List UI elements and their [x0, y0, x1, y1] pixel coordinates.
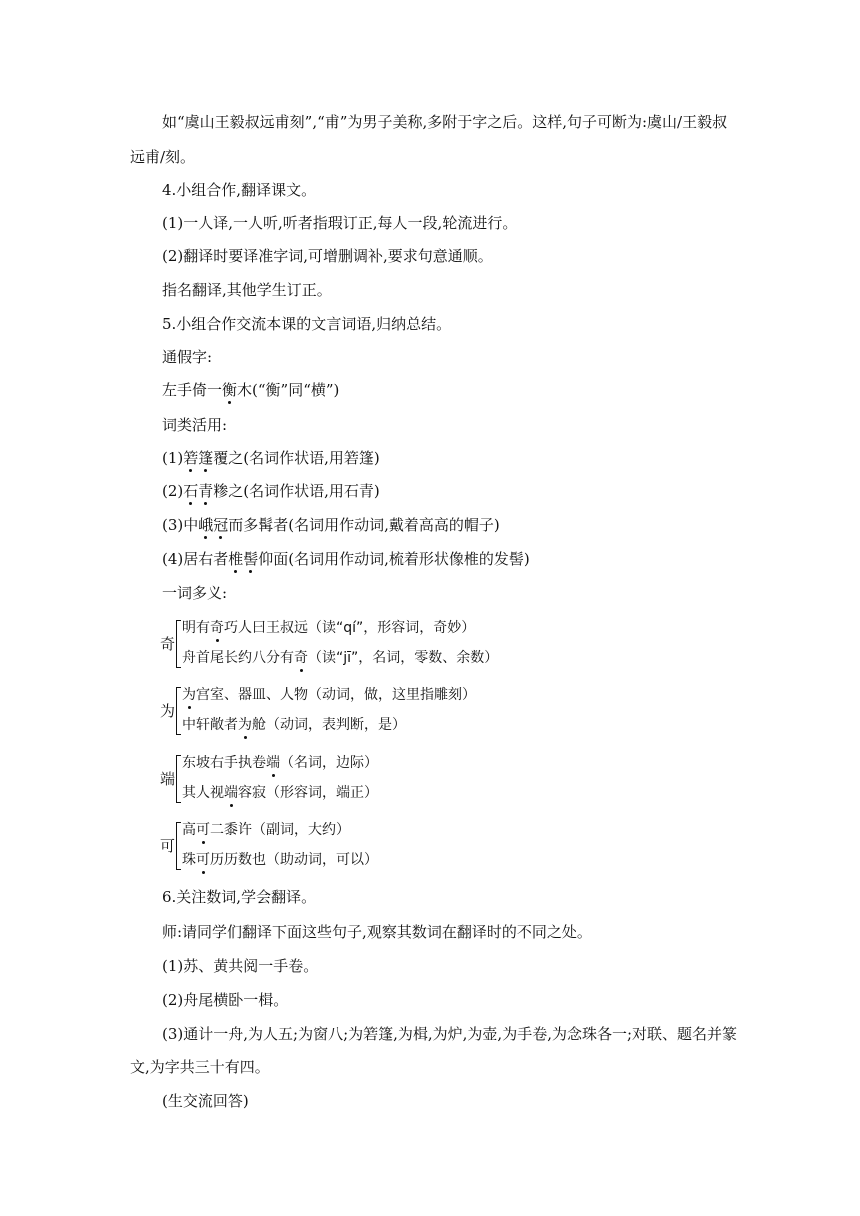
paragraph-line: [162, 549, 530, 569]
text: 如“虞山王毅叔远甫刻”,“甫”为男子美称,多附于字之后。这样,句子可断为:虞山/王毅叔: [162, 113, 728, 131]
section-heading: [162, 180, 316, 200]
emphasis-char: 青: [198, 482, 214, 500]
meaning-item: 为宫室、器皿、人物（动词，做，这里指雕刻）: [182, 687, 476, 703]
category-label: [162, 415, 227, 435]
section-heading: [162, 314, 451, 334]
emphasis-char: 椎: [228, 550, 244, 568]
paragraph-line: [162, 515, 500, 535]
emphasis-char: 篷: [198, 449, 214, 467]
text: 远甫/刻。: [130, 148, 196, 166]
text: 仰面(名词用作动词,梳着形状像椎的发髻): [258, 550, 530, 568]
section-heading: [162, 887, 316, 907]
paragraph-line: [162, 380, 339, 400]
paragraph-line: [162, 481, 380, 501]
text: 覆之(名词作状语,用箬篷): [213, 449, 380, 467]
paragraph-line: [162, 990, 288, 1010]
text: (1)苏、黄共阅一手卷。: [162, 957, 319, 975]
text: 糁之(名词作状语,用石青): [213, 482, 380, 500]
head-char: 奇: [160, 635, 176, 653]
emphasis-char: 髻: [243, 550, 259, 568]
meaning-item: 中轩敞者为舱（动词，表判断，是）: [182, 717, 406, 733]
paragraph-line: [130, 147, 195, 167]
emphasis-char: 峨: [198, 516, 214, 534]
meaning-item: 东坡右手执卷端（名词，边际）: [182, 755, 378, 771]
paragraph-line: [162, 448, 380, 468]
text: 通假字:: [162, 348, 213, 366]
text: (2): [162, 482, 184, 500]
paragraph-line: [162, 922, 592, 942]
text: 词类活用:: [162, 416, 228, 434]
text: 木(“衡”同“横”): [237, 381, 340, 399]
meaning-item: 高可二黍许（副词，大约）: [182, 822, 350, 838]
paragraph-line: [162, 213, 517, 233]
emphasis-char: 箬: [183, 449, 199, 467]
paragraph-line: [162, 956, 318, 976]
text: (3)中: [162, 516, 199, 534]
paragraph-line: [162, 112, 727, 132]
text: 5.小组合作交流本课的文言词语,归纳总结。: [162, 315, 452, 333]
meaning-item: 舟首尾长约八分有奇（读“jī”，名词，零数、余数）: [182, 650, 499, 666]
text: 指名翻译,其他学生订正。: [162, 281, 332, 299]
text: (1)一人译,一人听,听者指瑕订正,每人一段,轮流进行。: [162, 214, 518, 232]
emphasis-char: 石: [183, 482, 199, 500]
paragraph-line: [162, 1091, 249, 1111]
paragraph-line: [162, 1024, 737, 1044]
text: (生交流回答): [162, 1092, 249, 1110]
head-char: 端: [160, 770, 176, 788]
head-char: 可: [160, 837, 176, 855]
text: 6.关注数词,学会翻译。: [162, 888, 317, 906]
head-char: 为: [160, 702, 176, 720]
emphasis-char: 冠: [213, 516, 229, 534]
text: (4)居右者: [162, 550, 229, 568]
text: (2)舟尾横卧一楫。: [162, 991, 289, 1009]
category-label: [162, 583, 227, 603]
paragraph-line: [130, 1057, 270, 1077]
emphasis-char: 衡: [222, 381, 238, 399]
text: 4.小组合作,翻译课文。: [162, 181, 317, 199]
meaning-item: 珠可历历数也（助动词，可以）: [182, 852, 378, 868]
text: (2)翻译时要译准字词,可增删调补,要求句意通顺。: [162, 247, 493, 265]
text: (1): [162, 449, 184, 467]
text: 左手倚一: [162, 381, 223, 399]
meaning-item: 明有奇巧人曰王叔远（读“qí”，形容词，奇妙）: [182, 620, 476, 636]
category-label: [162, 347, 212, 367]
text: 而多髯者(名词用作动词,戴着高高的帽子): [228, 516, 500, 534]
paragraph-line: [162, 280, 332, 300]
paragraph-line: [162, 246, 493, 266]
text: 一词多义:: [162, 584, 228, 602]
text: (3)通计一舟,为人五;为窗八;为箬篷,为楫,为炉,为壶,为手卷,为念珠各一;对联、题名并篆: [162, 1025, 738, 1043]
meaning-item: 其人视端容寂（形容词，端正）: [182, 785, 378, 801]
text: 文,为字共三十有四。: [130, 1058, 270, 1076]
text: 师:请同学们翻译下面这些句子,观察其数词在翻译时的不同之处。: [162, 923, 592, 941]
